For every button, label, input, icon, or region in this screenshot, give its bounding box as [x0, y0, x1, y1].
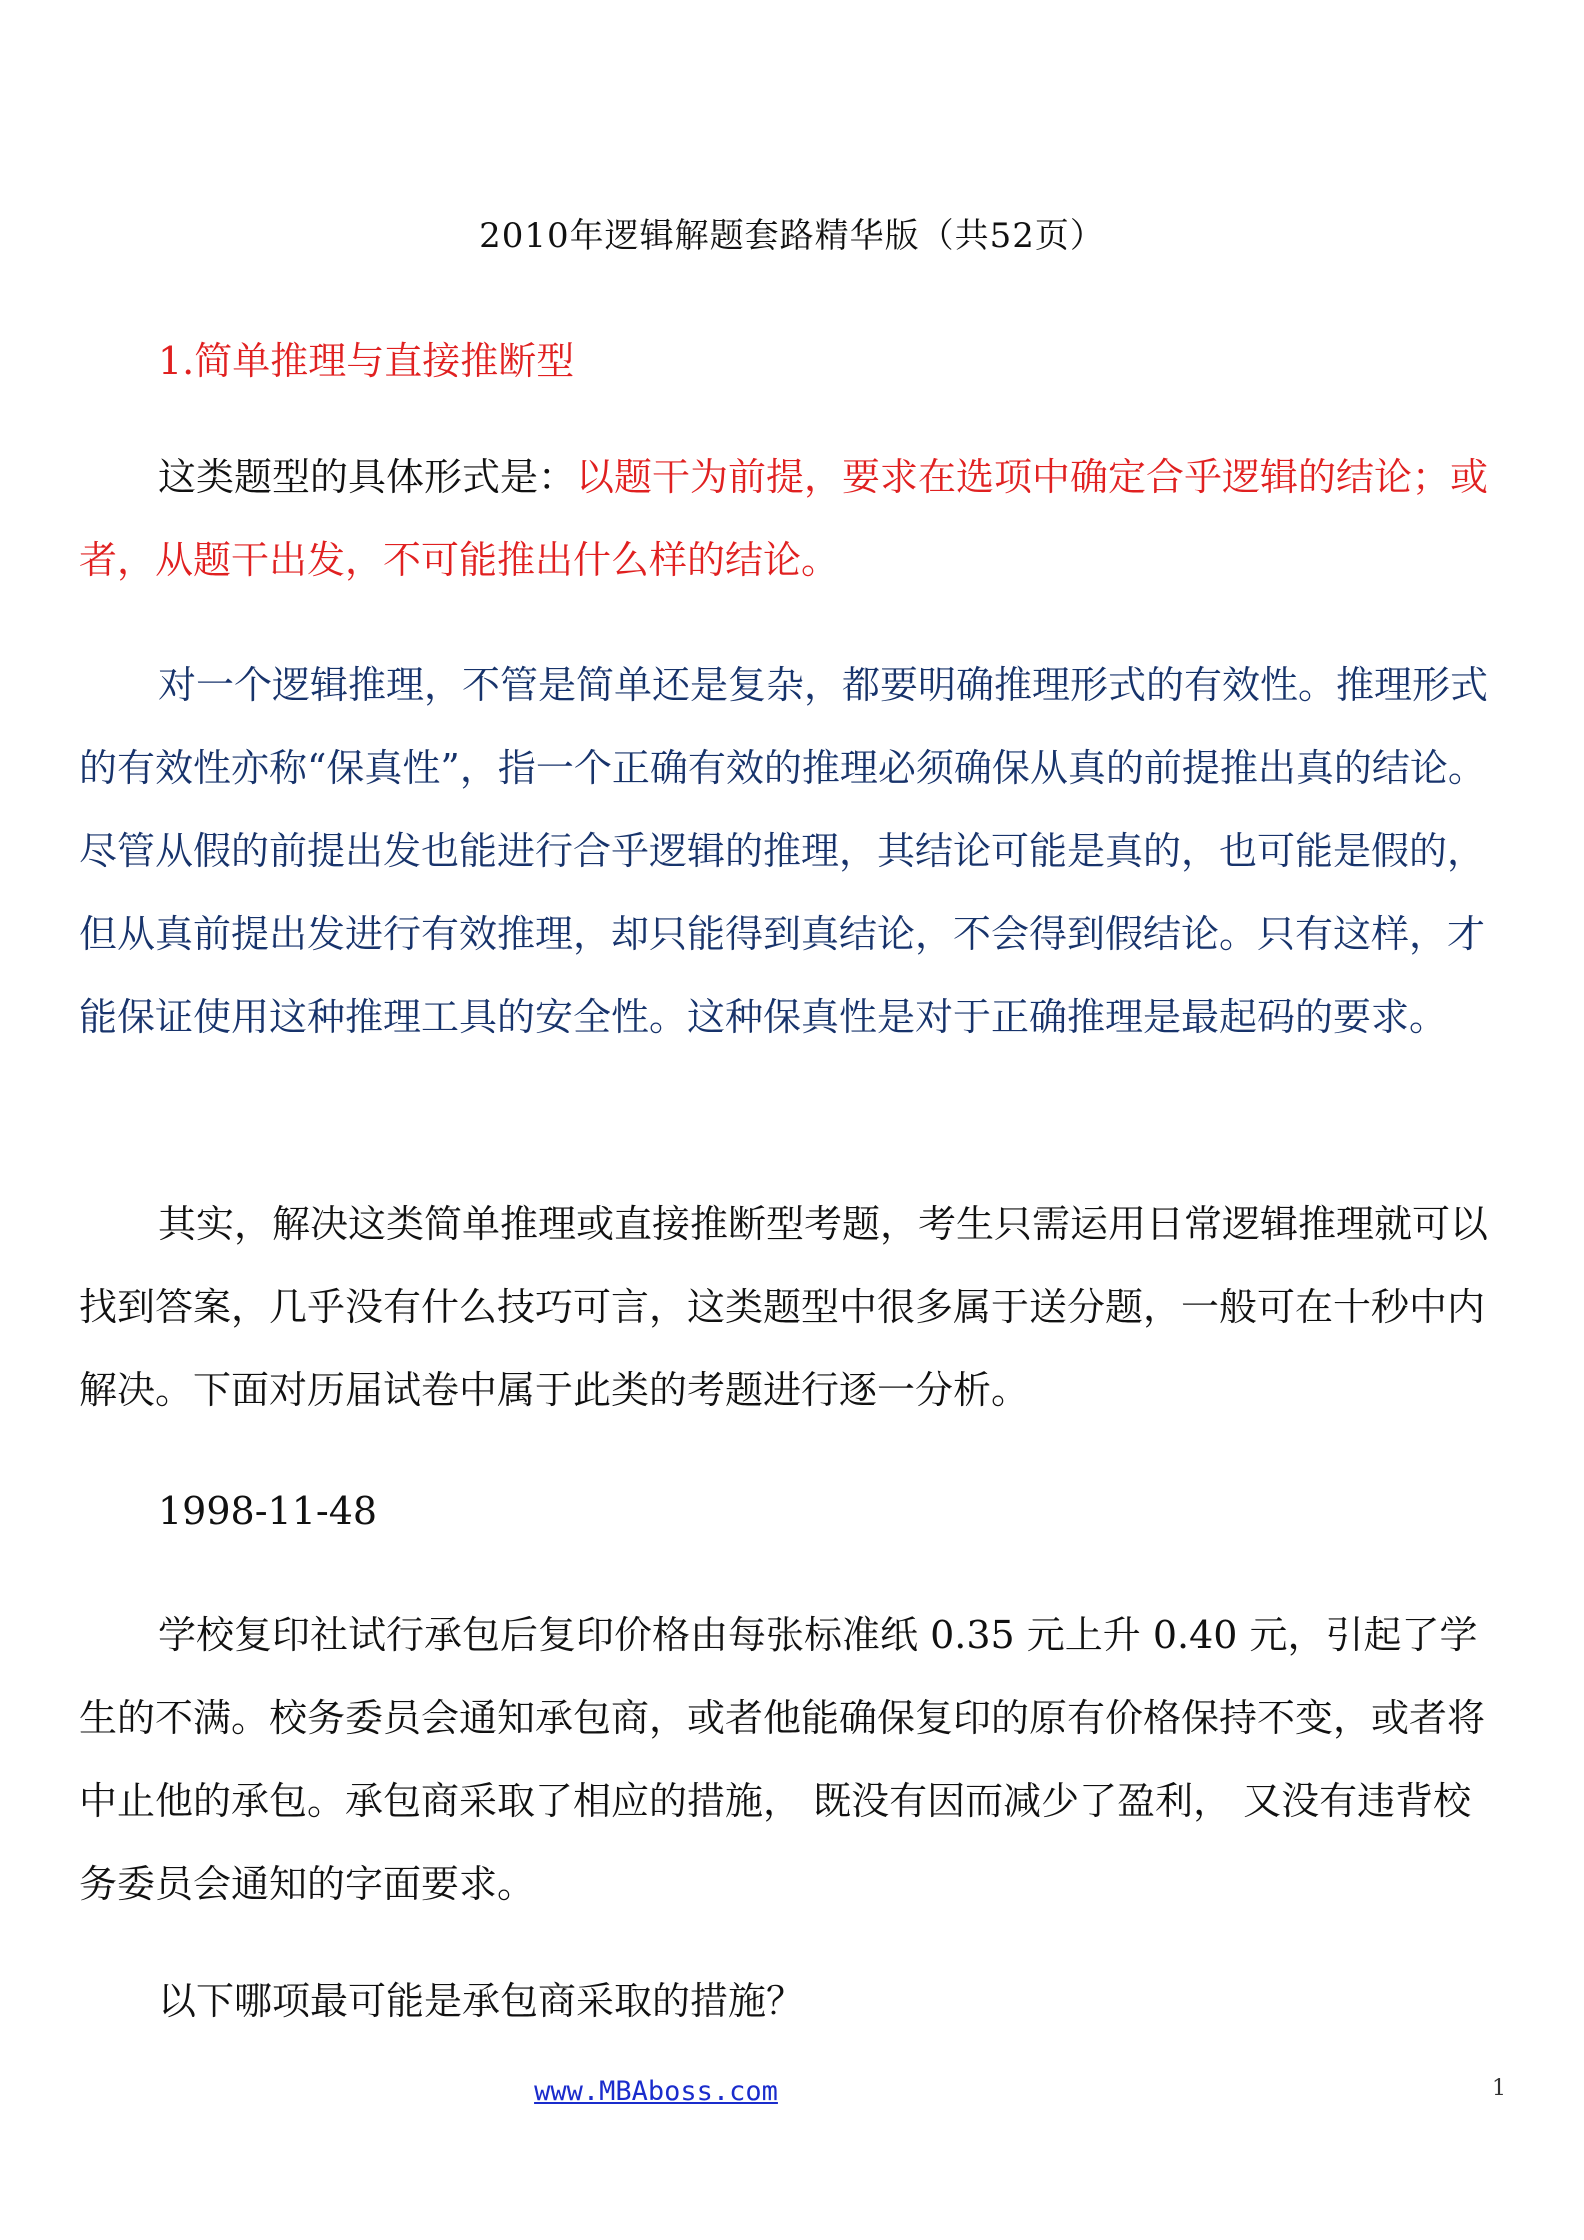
paragraph-highlight-text: 以题干为前提，要求在选项中确定合乎逻辑的结论；或者，从题干出发，不可能推出什么样的结论。 [79, 455, 1489, 582]
paragraph-strategy: 其实，解决这类简单推理或直接推断型考题，考生只需运用日常逻辑推理就可以找到答案，几乎没有什么技巧可言，这类题型中很多属于送分题，一般可在十秒中内解决。下面对历届试卷中属于此类的考题进行逐一分析。 [79, 1202, 1489, 1412]
question-stem: 学校复印社试行承包后复印价格由每张标准纸 0.35 元上升 0.40 元，引起了学生的不满。校务委员会通知承包商，或者他能确保复印的原有价格保持不变，或者将中止他的承包。承包商采取了相应的措施， 既没有因而减少了盈利， 又没有违背校务委员会通知的字面要求。 [79, 1613, 1486, 1906]
page-number: 1 [1492, 2076, 1506, 2101]
question-prompt: 以下哪项最可能是承包商采取的措施？ [158, 1979, 805, 2023]
document-title: 2010年逻辑解题套路精华版（共52页） [479, 216, 1105, 256]
paragraph-validity: 对一个逻辑推理，不管是简单还是复杂，都要明确推理形式的有效性。推理形式的有效性亦称“保真性”，指一个正确有效的推理必须确保从真的前提推出真的结论。尽管从假的前提出发也能进行合乎逻辑的推理，其结论可能是真的，也可能是假的，但从真前提出发进行有效推理，却只能得到真结论，不会得到假结论。只有这样，才能保证使用这种推理工具的安全性。这种保真性是对于正确推理是最起码的要求。 [79, 663, 1489, 1039]
paragraph-lead-text: 这类题型的具体形式是： [158, 455, 577, 499]
paragraph-question-form [79, 436, 1509, 602]
footer-website-link[interactable]: www.MBAboss.com [534, 2076, 778, 2107]
question-code: 1998-11-48 [158, 1489, 378, 1533]
section-heading: 1.简单推理与直接推断型 [158, 339, 575, 383]
